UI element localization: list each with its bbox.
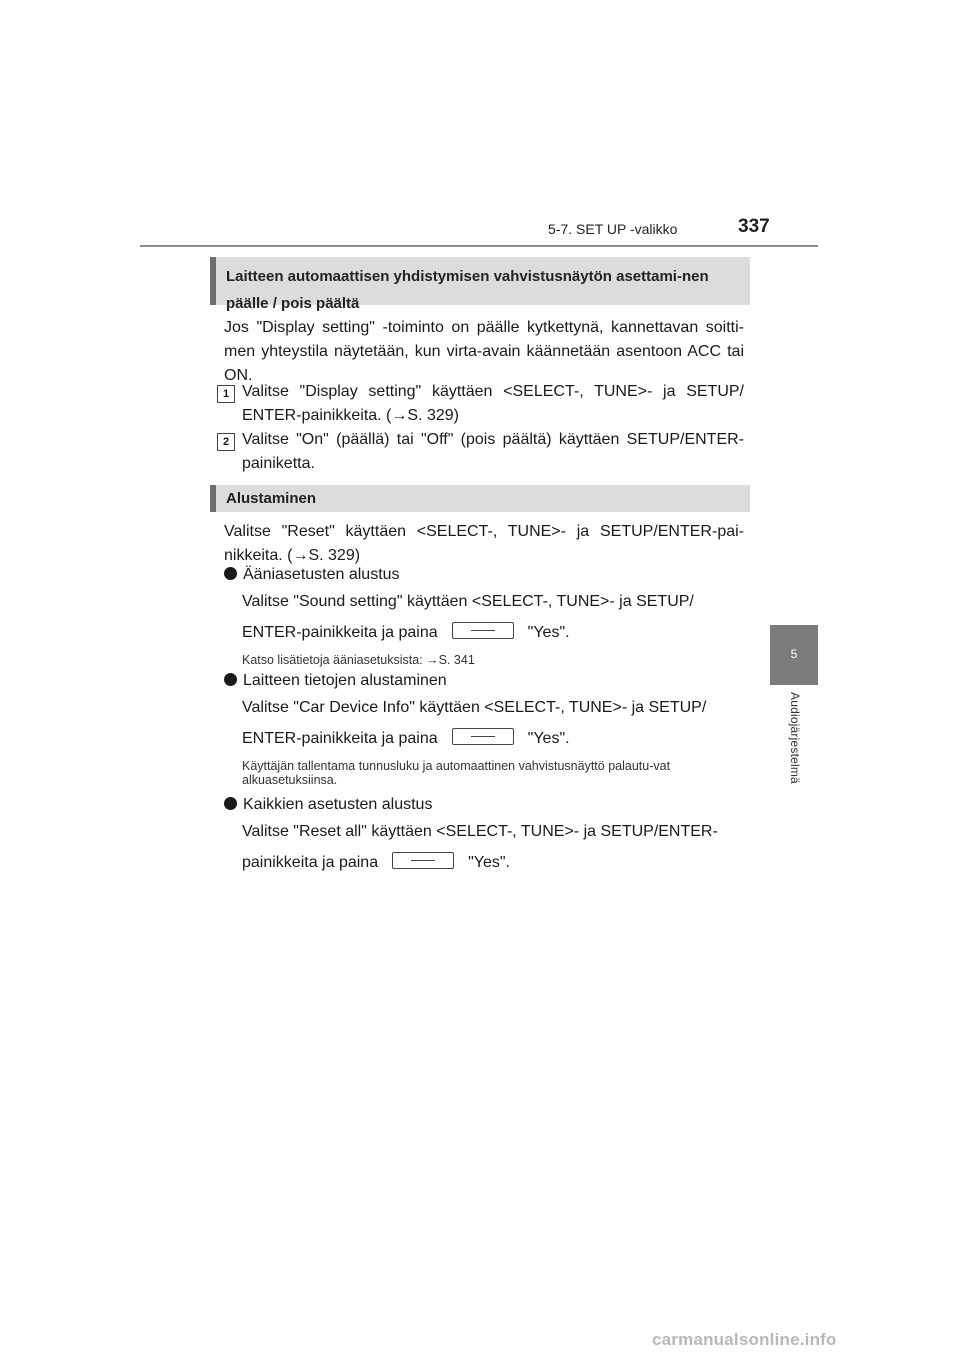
list-item-title	[224, 564, 400, 586]
section-heading-auto-connect	[210, 257, 750, 312]
bullet-icon	[224, 567, 237, 580]
enter-button-icon	[452, 728, 514, 745]
list-item-title	[224, 670, 447, 692]
step-text: Valitse "Display setting" käyttäen <SELECT-, TUNE>- ja SETUP/ ENTER-painikkeita. (→S. 329)	[242, 383, 744, 424]
item-text-part: "Yes".	[468, 854, 510, 871]
item-text-with-button	[242, 727, 570, 751]
section-heading-text: Laitteen automaattisen yhdistymisen vahvistusnäytön asettami-nen päälle / pois päältä	[226, 268, 709, 312]
item-text-part: painikkeita ja paina	[242, 854, 379, 871]
section-heading-reset	[210, 485, 750, 512]
step-number: 2	[217, 433, 235, 451]
list-item-title	[224, 794, 432, 816]
section-intro: Jos "Display setting" -toiminto on päälle kytkettynä, kannettavan soitti-men yhteystila näytetään, kun virta-avain käännetään asentoon ACC tai ON.	[224, 319, 744, 384]
item-title: Laitteen tietojen alustaminen	[243, 672, 447, 689]
section-heading-text: Alustaminen	[226, 490, 317, 507]
item-text-part: ENTER-painikkeita ja paina	[242, 730, 438, 747]
item-text-part: ENTER-painikkeita ja paina	[242, 624, 438, 641]
item-text: Valitse "Car Device Info" käyttäen <SELECT-, TUNE>- ja SETUP/	[242, 699, 707, 716]
item-text-part: "Yes".	[527, 730, 570, 747]
item-text: Valitse "Reset all" käyttäen <SELECT-, TUNE>- ja SETUP/ENTER-	[242, 823, 718, 840]
step-text: Valitse "On" (päällä) tai "Off" (pois päältä) käyttäen SETUP/ENTER-painiketta.	[242, 431, 744, 472]
chapter-number: 5	[790, 647, 798, 661]
item-note: Katso lisätietoja ääniasetuksista: →S. 341	[242, 653, 475, 667]
section-intro: Valitse "Reset" käyttäen <SELECT-, TUNE>- ja SETUP/ENTER-pai-nikkeita. (→S. 329)	[224, 523, 744, 564]
chapter-label: Audiojärjestelmä	[788, 692, 802, 784]
item-text-with-button	[242, 851, 510, 875]
page-number: 337	[738, 216, 770, 237]
header-divider	[140, 245, 818, 247]
chapter-tab	[770, 625, 818, 685]
bullet-icon	[224, 797, 237, 810]
item-title: Ääniasetusten alustus	[243, 566, 400, 583]
item-title: Kaikkien asetusten alustus	[243, 796, 433, 813]
item-text-part: "Yes".	[527, 624, 570, 641]
enter-button-icon	[452, 622, 514, 639]
item-text: Valitse "Sound setting" käyttäen <SELECT-, TUNE>- ja SETUP/	[242, 593, 694, 610]
step-number: 1	[217, 385, 235, 403]
bullet-icon	[224, 673, 237, 686]
item-note: Käyttäjän tallentama tunnusluku ja automaattinen vahvistusnäyttö palautu-vat alkuasetuksiinsa.	[242, 759, 671, 787]
enter-button-icon	[392, 852, 454, 869]
item-text-with-button	[242, 621, 570, 645]
section-title: 5-7. SET UP -valikko	[548, 221, 678, 237]
watermark: carmanualsonline.info	[652, 1330, 837, 1349]
